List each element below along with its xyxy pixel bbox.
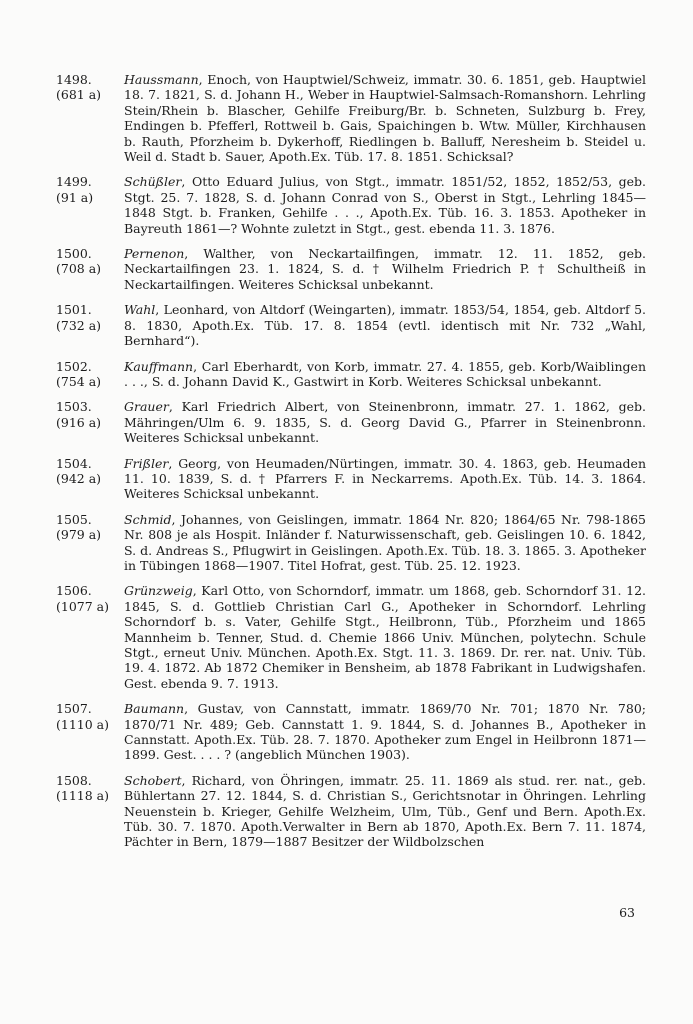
entry-number-column [56, 773, 124, 850]
entry-name: Baumann [124, 701, 185, 717]
entry-body [124, 302, 646, 348]
entry-1503 [56, 399, 646, 445]
entry-reference: (916 a) [56, 414, 102, 430]
entry-number: 1500. [56, 246, 92, 262]
entry-text: , Georg, von Heumaden/Nürtingen, immatr. 30. 4. 1863, geb. Heumaden 11. 10. 1839, S. d. † Pfarrers F. in Neckarrems. Apoth.Ex. Tüb. 14. 3. 1864. Weiteres Schicksal unbekannt. [124, 455, 646, 502]
entry-number: 1507. [56, 701, 92, 717]
entry-text: , Walther, von Neckartailfingen, immatr. 12. 11. 1852, geb. Neckartailfingen 23. 1. 1824, S. d. † Wilhelm Friedrich P. † Schultheiß in Neckartailfingen. Weiteres Schicksal unbekannt. [124, 246, 646, 292]
entry-number-column [56, 456, 124, 502]
entry-body [124, 399, 646, 445]
entry-text: , Leonhard, von Altdorf (Weingarten), immatr. 1853/54, 1854, geb. Altdorf 5. 8. 1830, Apoth.Ex. Tüb. 17. 8. 1854 (evtl. identisch mit Nr. 732 „Wahl, Bernhard“). [124, 302, 646, 349]
entry-text: , Karl Friedrich Albert, von Steinenbronn, immatr. 27. 1. 1862, geb. Mähringen/Ulm 6. 9. 1835, S. d. Georg David G., Pfarrer in Steinenbronn. Weiteres Schicksal unbekannt. [124, 399, 646, 446]
entry-name: Schobert [124, 772, 182, 788]
entry-body [124, 359, 646, 390]
entry-name: Schmid [124, 511, 172, 527]
entry-text: , Otto Eduard Julius, von Stgt., immatr. 1851/52, 1852, 1852/53, geb. Stgt. 25. 7. 1828, S. d. Johann Conrad von S., Oberst in Stgt., Lehrling 1845—1848 Stgt. b. Franken, Gehilfe . . ., Apoth.Ex. Tüb. 16. 3. 1853. Apotheker in Bayreuth 1861—? Wohnte zuletzt in Stgt., gest. ebenda 11. 3. 1876. [124, 174, 646, 236]
entry-name: Grauer [124, 399, 169, 415]
entry-number: 1499. [56, 174, 92, 190]
entry-1501 [56, 302, 646, 348]
entry-number: 1508. [56, 772, 92, 788]
entry-1505 [56, 512, 646, 574]
entry-name: Grünzweig [124, 583, 193, 599]
entry-text: , Carl Eberhardt, von Korb, immatr. 27. 4. 1855, geb. Korb/Waiblingen . . ., S. d. Johann David K., Gastwirt in Korb. Weiteres Schicksal unbekannt. [124, 358, 646, 389]
entry-number: 1505. [56, 511, 92, 527]
entry-1498 [56, 72, 646, 164]
page-number: 63 [619, 905, 635, 920]
entry-number-column [56, 246, 124, 292]
entry-text: , Richard, von Öhringen, immatr. 25. 11. 1869 als stud. rer. nat., geb. Bühlertann 27. 12. 1844, S. d. Christian S., Gerichtsnotar in Öhringen. Lehrling Neuenstein b. Krieger, Gehilfe Welzheim, Ulm, Tüb., Genf und Bern. Apoth.Ex. Tüb. 30. 7. 1870. Apoth.Verwalter in Bern ab 1870, Apoth.Ex. Bern 7. 11. 1874, Pächter in Bern, 1879—1887 Besitzer der Wildbolzschen [124, 772, 646, 850]
entry-number: 1503. [56, 399, 92, 415]
entry-reference: (942 a) [56, 470, 102, 486]
entry-1499 [56, 174, 646, 236]
entry-number: 1501. [56, 302, 92, 318]
entry-number: 1502. [56, 358, 92, 374]
entry-reference: (1118 a) [56, 788, 109, 804]
entry-reference: (732 a) [56, 317, 102, 333]
entry-number-column [56, 583, 124, 691]
entry-number-column [56, 302, 124, 348]
entry-1502 [56, 359, 646, 390]
entry-number-column [56, 512, 124, 574]
entry-number-column [56, 174, 124, 236]
entry-1508 [56, 773, 646, 850]
entry-number-column [56, 399, 124, 445]
entry-body [124, 512, 646, 574]
entry-text: , Johannes, von Geislingen, immatr. 1864 Nr. 820; 1864/65 Nr. 798-1865 Nr. 808 je als Hospit. Inländer f. Naturwissenschaft, geb. Geislingen 10. 6. 1842, S. d. Andreas S., Pflugwirt in Geislingen. Apoth.Ex. Tüb. 18. 3. 1865. 3. Apotheker in Tübingen 1868—1907. Titel Hofrat, gest. Tüb. 25. 12. 1923. [124, 511, 646, 573]
entry-body [124, 456, 646, 502]
entry-reference: (91 a) [56, 189, 94, 205]
entry-1506 [56, 583, 646, 691]
entry-number-column [56, 701, 124, 763]
entry-reference: (708 a) [56, 261, 102, 277]
entry-text: , Gustav, von Cannstatt, immatr. 1869/70 Nr. 701; 1870 Nr. 780; 1870/71 Nr. 489; Geb. Cannstatt 1. 9. 1844, S. d. Johannes B., Apotheker in Cannstatt. Apoth.Ex. Tüb. 28. 7. 1870. Apotheker zum Engel in Heilbronn 1871—1899. Gest. . . . ? (angeblich München 1903). [124, 701, 646, 763]
entry-reference: (1077 a) [56, 598, 109, 614]
entry-text: , Karl Otto, von Schorndorf, immatr. um 1868, geb. Schorndorf 31. 12. 1845, S. d. Gottlieb Christian Carl G., Apotheker in Schorndorf. Lehrling Schorndorf b. s. Vater, Gehilfe Stgt., Heilbronn, Tüb., Pforzheim und 1865 Mannheim b. Tenner, Stud. d. Chemie 1866 Univ. München, polytechn. Schule Stgt., erneut Univ. München. Apoth.Ex. Stgt. 11. 3. 1869. Dr. rer. nat. Univ. Tüb. 19. 4. 1872. Ab 1872 Chemiker in Bensheim, ab 1878 Fabrikant in Ludwigshafen. Gest. ebenda 9. 7. 1913. [124, 583, 646, 691]
entry-number: 1498. [56, 72, 92, 87]
entry-name: Wahl [124, 302, 156, 318]
entry-text: , Enoch, von Hauptwiel/Schweiz, immatr. 30. 6. 1851, geb. Hauptwiel 18. 7. 1821, S. d. Johann H., Weber in Hauptwiel-Salmsach-Romanshorn. Lehrling Stein/Rhein b. Blascher, Gehilfe Freiburg/Br. b. Schneten, Sulzburg b. Frey, Endingen b. Pfefferl, Rottweil b. Gais, Spaichingen b. Wtw. Müller, Kirchhausen b. Rauth, Pforzheim b. Dykerhoff, Riedlingen b. Balluff, Neresheim b. Steidel u. Weil d. Stadt b. Sauer, Apoth.Ex. Tüb. 17. 8. 1851. Schicksal? [124, 72, 646, 165]
entry-name: Haussmann [124, 72, 199, 87]
entry-number-column [56, 359, 124, 390]
entry-number: 1504. [56, 455, 92, 471]
entry-1504 [56, 456, 646, 502]
entry-reference: (681 a) [56, 87, 102, 103]
entry-list [56, 72, 646, 860]
entry-name: Pernenon [124, 246, 185, 262]
entry-name: Kauffmann [124, 358, 194, 374]
entry-number-column [56, 72, 124, 164]
entry-number: 1506. [56, 583, 92, 599]
entry-reference: (979 a) [56, 527, 102, 543]
entry-name: Schüßler [124, 174, 182, 190]
entry-body [124, 583, 646, 691]
entry-name: Frißler [124, 455, 169, 471]
entry-reference: (1110 a) [56, 716, 109, 732]
entry-body [124, 174, 646, 236]
entry-1507 [56, 701, 646, 763]
entry-body [124, 246, 646, 292]
entry-body [124, 701, 646, 763]
entry-reference: (754 a) [56, 373, 102, 389]
entry-body [124, 72, 646, 164]
entry-1500 [56, 246, 646, 292]
entry-body [124, 773, 646, 850]
